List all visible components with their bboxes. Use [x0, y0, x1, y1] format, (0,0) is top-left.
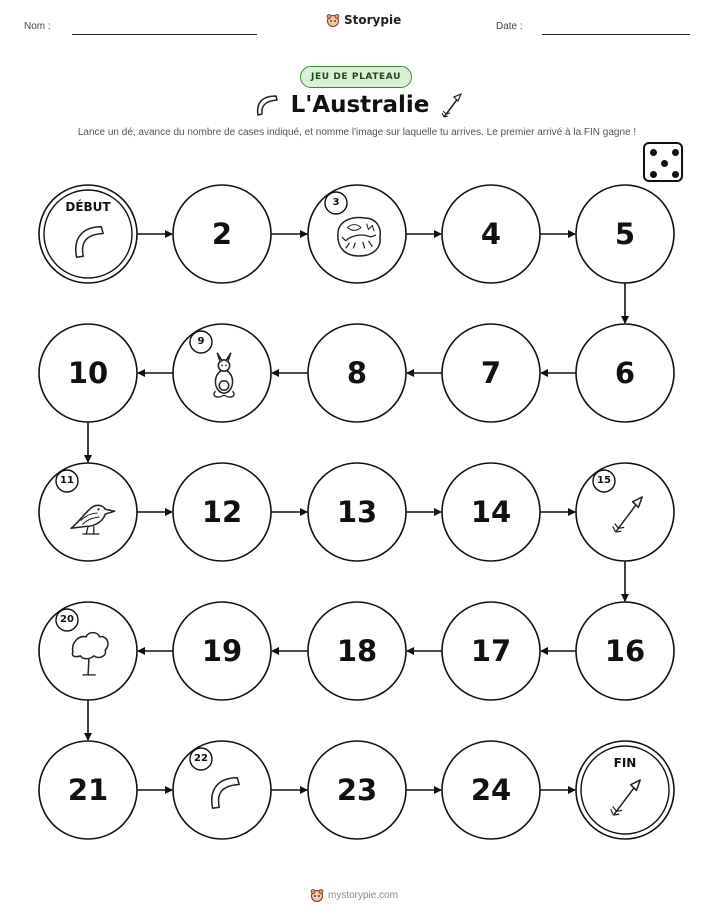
page-title: L'Australie	[290, 92, 430, 118]
cell-number: 9	[197, 336, 205, 347]
cell-number: 20	[60, 614, 74, 625]
cell-number: 4	[480, 217, 502, 251]
instructions: Lance un dé, avance du nombre de cases indiqué, et nomme l'image sur laquelle tu arrives. Le premier arrivé à la FIN gagne !	[77, 127, 637, 138]
cell-number: 7	[480, 356, 502, 390]
cell-number: 6	[614, 356, 636, 390]
start-label: DÉBUT	[65, 200, 111, 214]
cell-number: 2	[211, 217, 233, 251]
aboriginal-rock-art-icon	[338, 218, 380, 256]
game-type-badge: JEU DE PLATEAU	[300, 66, 412, 88]
footer	[310, 888, 398, 902]
date-label: Date :	[496, 21, 523, 32]
cell-number: 16	[604, 634, 646, 668]
cell-number: 5	[614, 217, 636, 251]
cell-number: 21	[67, 773, 109, 807]
cell-number: 11	[60, 475, 74, 486]
cell-number: 23	[336, 773, 378, 807]
cell-number: 8	[346, 356, 368, 390]
name-label: Nom :	[24, 21, 51, 32]
cell-number: 18	[336, 634, 378, 668]
cell-number: 15	[597, 475, 611, 486]
cell-number: 13	[336, 495, 378, 529]
end-label: FIN	[613, 756, 637, 770]
cell-number: 24	[470, 773, 512, 807]
board-cell-15[interactable]	[576, 463, 674, 561]
cell-number: 3	[332, 197, 340, 208]
brand-name: Storypie	[344, 13, 402, 27]
cell-number: 17	[470, 634, 512, 668]
cell-number: 10	[67, 356, 109, 390]
cell-number: 12	[201, 495, 243, 529]
storypie-mascot-icon	[310, 888, 324, 902]
cell-number: 14	[470, 495, 512, 529]
cell-number: 22	[194, 753, 208, 764]
footer-url: mystorypie.com	[328, 889, 399, 901]
cell-number: 19	[201, 634, 243, 668]
